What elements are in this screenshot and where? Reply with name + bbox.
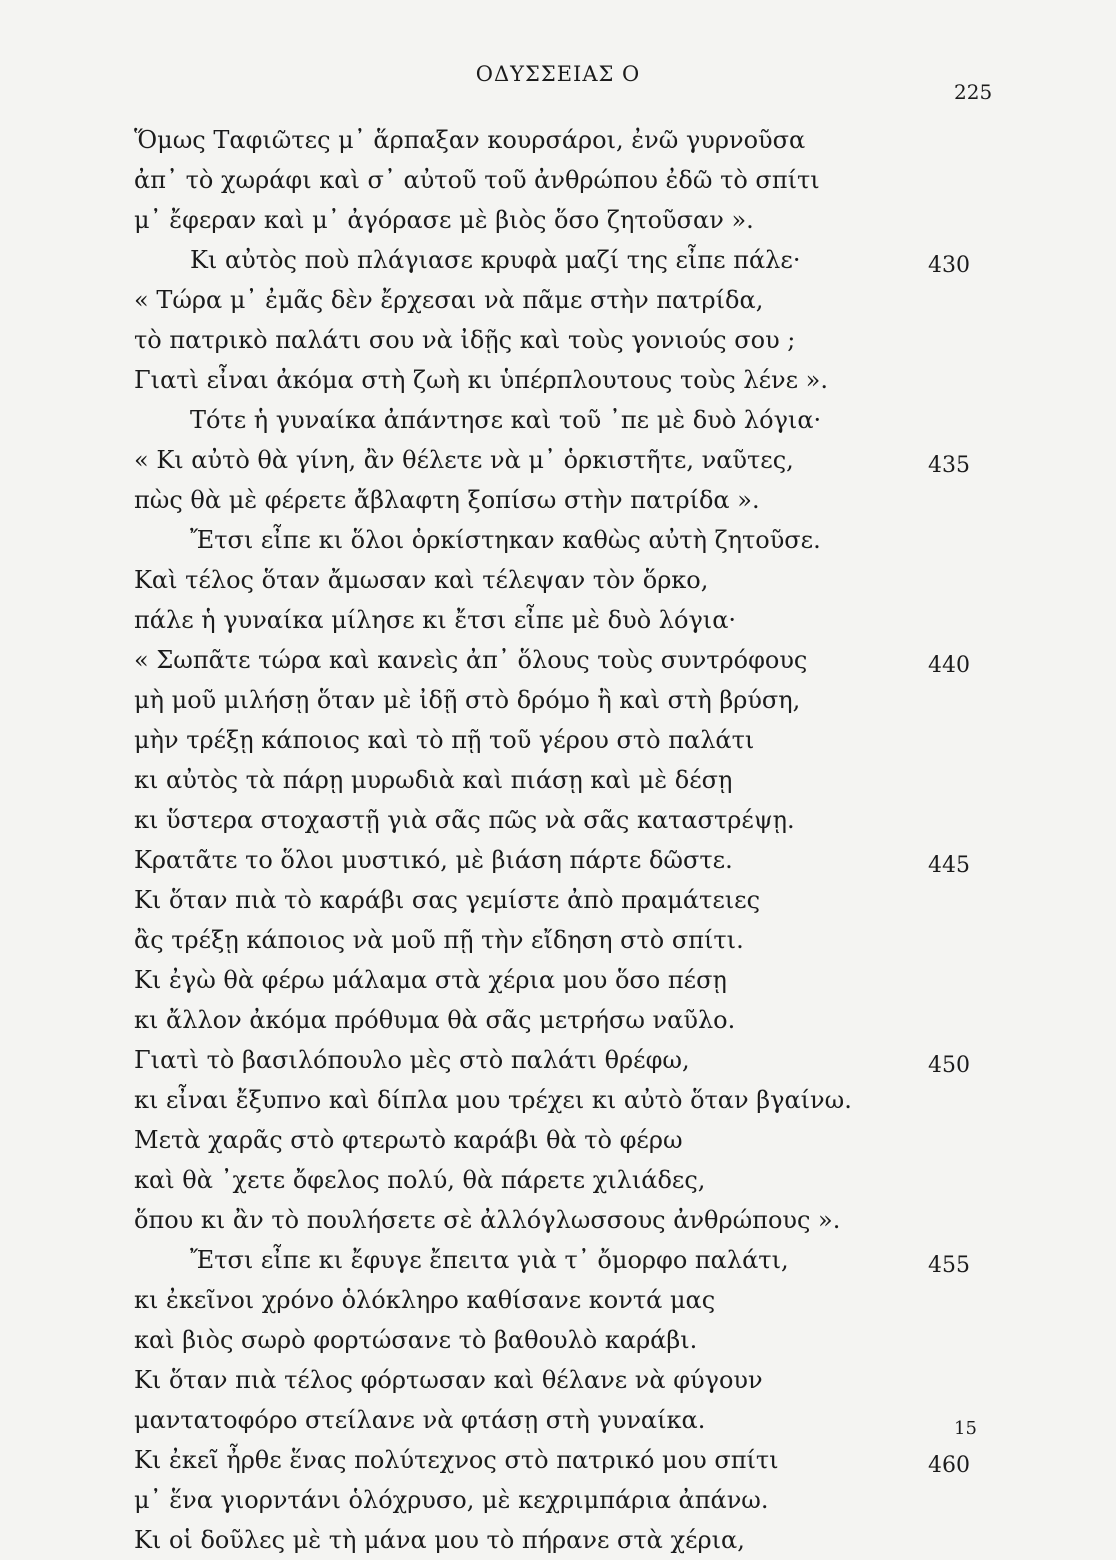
verse-line xyxy=(134,680,974,720)
line-number: 460 xyxy=(928,1453,970,1478)
verse-text: κι ἐκεῖνοι χρόνο ὁλόκληρο καθίσανε κοντά μας xyxy=(134,1286,716,1314)
verse-text: Κι ἐγὼ θὰ φέρω μάλαμα στὰ χέρια μου ὅσο πέσῃ xyxy=(134,966,727,994)
verse-line xyxy=(134,920,974,960)
poem-text xyxy=(134,120,974,1560)
verse-line xyxy=(134,600,974,640)
verse-text: μὴ μοῦ μιλήσῃ ὅταν μὲ ἰδῇ στὸ δρόμο ἢ καὶ στὴ βρύση, xyxy=(134,686,801,714)
line-number: 450 xyxy=(928,1053,970,1078)
line-number: 440 xyxy=(928,653,970,678)
verse-text: Κι ὅταν πιὰ τὸ καράβι σας γεμίστε ἀπὸ πραμάτειες xyxy=(134,886,761,914)
verse-text: μ᾽ ἕνα γιορντάνι ὁλόχρυσο, μὲ κεχριμπάρια ἀπάνω. xyxy=(134,1486,769,1514)
verse-line xyxy=(134,760,974,800)
verse-line xyxy=(134,1520,974,1560)
verse-line xyxy=(134,960,974,1000)
verse-line xyxy=(134,160,974,200)
page-number: 225 xyxy=(954,80,993,104)
verse-text: πάλε ἡ γυναίκα μίλησε κι ἔτσι εἶπε μὲ δυὸ λόγια· xyxy=(134,606,737,634)
verse-line xyxy=(134,240,974,280)
verse-line xyxy=(134,1040,974,1080)
verse-text: Καὶ τέλος ὅταν ἄμωσαν καὶ τέλεψαν τὸν ὅρκο, xyxy=(134,566,709,594)
verse-line xyxy=(134,400,974,440)
running-head: ΟΔΥΣΣΕΙΑΣ Ο xyxy=(475,62,641,86)
verse-line xyxy=(134,120,974,160)
verse-line xyxy=(134,320,974,360)
verse-text: Τότε ἡ γυναίκα ἀπάντησε καὶ τοῦ ᾽πε μὲ δυὸ λόγια· xyxy=(190,406,822,434)
verse-text: Κι οἱ δοῦλες μὲ τὴ μάνα μου τὸ πήρανε στὰ χέρια, xyxy=(134,1526,745,1554)
verse-text: μὴν τρέξῃ κάποιος καὶ τὸ πῇ τοῦ γέρου στὸ παλάτι xyxy=(134,726,755,754)
verse-text: « Κι αὐτὸ θὰ γίνη, ἂν θέλετε νὰ μ᾽ ὁρκιστῆτε, ναῦτες, xyxy=(134,446,794,474)
signature-number: 15 xyxy=(954,1418,977,1439)
verse-line xyxy=(134,1160,974,1200)
verse-line xyxy=(134,1280,974,1320)
verse-line xyxy=(134,1360,974,1400)
verse-line xyxy=(134,280,974,320)
verse-line xyxy=(134,800,974,840)
verse-text: Ἔτσι εἶπε κι ἔφυγε ἔπειτα γιὰ τ᾽ ὄμορφο παλάτι, xyxy=(190,1246,789,1274)
verse-line xyxy=(134,840,974,880)
verse-text: Γιατὶ τὸ βασιλόπουλο μὲς στὸ παλάτι θρέφω, xyxy=(134,1046,690,1074)
verse-text: ἀπ᾽ τὸ χωράφι καὶ σ᾽ αὐτοῦ τοῦ ἀνθρώπου ἐδῶ τὸ σπίτι xyxy=(134,166,820,194)
line-number: 435 xyxy=(928,453,970,478)
verse-text: Κρατᾶτε το ὅλοι μυστικό, μὲ βιάση πάρτε δῶστε. xyxy=(134,846,733,874)
verse-text: μαντατοφόρο στείλανε νὰ φτάσῃ στὴ γυναίκα. xyxy=(134,1406,706,1434)
verse-text: Γιατὶ εἶναι ἀκόμα στὴ ζωὴ κι ὑπέρπλουτους τοὺς λένε ». xyxy=(134,366,828,394)
line-number: 445 xyxy=(928,853,970,878)
verse-line xyxy=(134,200,974,240)
verse-line xyxy=(134,1440,974,1480)
verse-text: κι ἄλλον ἀκόμα πρόθυμα θὰ σᾶς μετρήσω ναῦλο. xyxy=(134,1006,736,1034)
verse-line xyxy=(134,1240,974,1280)
verse-text: καὶ βιὸς σωρὸ φορτώσανε τὸ βαθουλὸ καράβι. xyxy=(134,1326,698,1354)
verse-line xyxy=(134,1000,974,1040)
verse-text: Κι ὅταν πιὰ τέλος φόρτωσαν καὶ θέλανε νὰ φύγουν xyxy=(134,1366,763,1394)
verse-text: Κι ἐκεῖ ἦρθε ἕνας πολύτεχνος στὸ πατρικό μου σπίτι xyxy=(134,1446,779,1474)
verse-line xyxy=(134,1120,974,1160)
verse-text: καὶ θὰ ᾽χετε ὄφελος πολύ, θὰ πάρετε χιλιάδες, xyxy=(134,1166,706,1194)
verse-line xyxy=(134,560,974,600)
verse-line xyxy=(134,1400,974,1440)
line-number: 430 xyxy=(928,253,970,278)
verse-text: κι αὐτὸς τὰ πάρῃ μυρωδιὰ καὶ πιάσῃ καὶ μὲ δέσῃ xyxy=(134,766,733,794)
verse-line xyxy=(134,1080,974,1120)
verse-text: κι ὕστερα στοχαστῇ γιὰ σᾶς πῶς νὰ σᾶς καταστρέψῃ. xyxy=(134,806,795,834)
verse-text: ἂς τρέξῃ κάποιος νὰ μοῦ πῇ τὴν εἴδηση στὸ σπίτι. xyxy=(134,926,744,954)
verse-line xyxy=(134,880,974,920)
verse-line xyxy=(134,1480,974,1520)
verse-line xyxy=(134,1320,974,1360)
verse-line xyxy=(134,720,974,760)
verse-line xyxy=(134,1200,974,1240)
verse-text: ὅπου κι ἂν τὸ πουλήσετε σὲ ἀλλόγλωσσους ἀνθρώπους ». xyxy=(134,1206,841,1234)
verse-text: Κι αὐτὸς ποὺ πλάγιασε κρυφὰ μαζί της εἶπε πάλε· xyxy=(190,246,801,274)
verse-text: « Τώρα μ᾽ ἐμᾶς δὲν ἔρχεσαι νὰ πᾶμε στὴν πατρίδα, xyxy=(134,286,764,314)
verse-line xyxy=(134,360,974,400)
verse-line xyxy=(134,520,974,560)
line-number: 455 xyxy=(928,1253,970,1278)
verse-text: Μετὰ χαρᾶς στὸ φτερωτὸ καράβι θὰ τὸ φέρω xyxy=(134,1126,683,1154)
verse-text: πὼς θὰ μὲ φέρετε ἄβλαφτη ξοπίσω στὴν πατρίδα ». xyxy=(134,486,760,514)
verse-line xyxy=(134,640,974,680)
verse-text: Ὅμως Ταφιῶτες μ᾽ ἅρπαξαν κουρσάροι, ἐνῶ γυρνοῦσα xyxy=(134,126,806,154)
verse-text: Ἔτσι εἶπε κι ὅλοι ὁρκίστηκαν καθὼς αὐτὴ ζητοῦσε. xyxy=(190,526,821,554)
verse-line xyxy=(134,440,974,480)
verse-text: μ᾽ ἔφεραν καὶ μ᾽ ἀγόρασε μὲ βιὸς ὅσο ζητοῦσαν ». xyxy=(134,206,754,234)
verse-text: τὸ πατρικὸ παλάτι σου νὰ ἰδῇς καὶ τοὺς γονιούς σου ; xyxy=(134,326,796,354)
verse-text: « Σωπᾶτε τώρα καὶ κανεὶς ἀπ᾽ ὅλους τοὺς συντρόφους xyxy=(134,646,808,674)
verse-line xyxy=(134,480,974,520)
verse-text: κι εἶναι ἔξυπνο καὶ δίπλα μου τρέχει κι αὐτὸ ὅταν βγαίνω. xyxy=(134,1086,852,1114)
